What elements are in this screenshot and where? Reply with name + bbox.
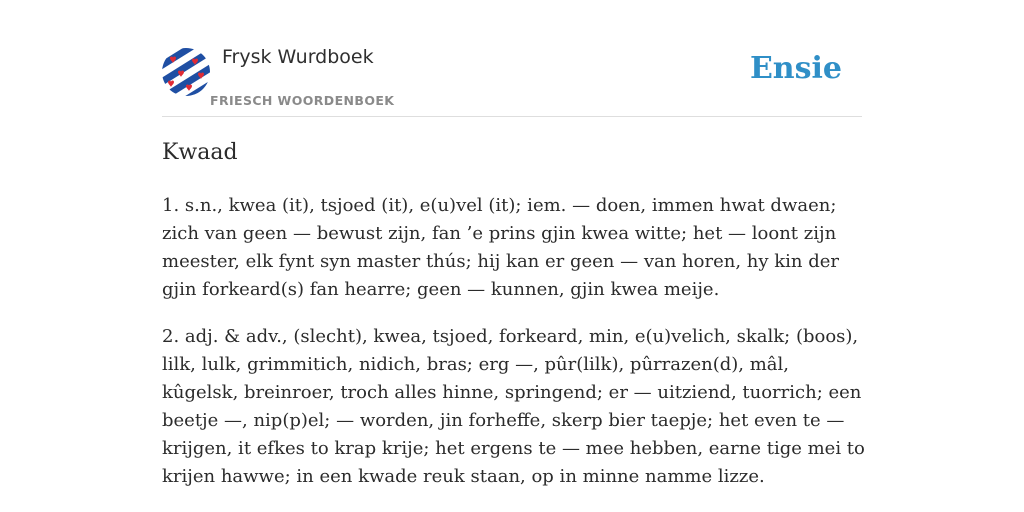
ensie-brand-logo[interactable]: Ensie [749,51,842,86]
definition-item: 2. adj. & adv., (slecht), kwea, tsjoed, forkeard, min, e(u)velich, skalk; (boos), lilk, lulk, grimmitich, nidich, bras; erg —, pûr(lilk), pûrrazen(d), mâl, kûgelsk, breinroer, troch alles hinne, springend; er — uitziend, tuorrich; een beetje —, nip(p)el; — worden, jin forheffe, skerp bier taepje; het even te — krijgen, it efkes to krap krije; het ergens te — mee hebben, earne tige mei to krijen hawwe; in een kwade reuk staan, op in minne namme lizze. [162,326,865,487]
frisian-flag-logo-icon[interactable] [162,48,210,96]
definition-item: 1. s.n., kwea (it), tsjoed (it), e(u)vel (it); iem. — doen, immen hwat dwaen; zich van geen — bewust zijn, fan ’e prins gjin kwea witte; het — loont zijn meester, elk fynt syn master thús; hij kan er geen — van horen, hy kin der gjin forkeard(s) fan hearre; geen — kunnen, gjin kwea meije. [162,195,840,300]
site-name[interactable]: Frysk Wurdboek [222,46,374,68]
definitions-list [162,192,868,510]
entry-headword: Kwaad [162,140,238,165]
site-header [162,44,862,117]
site-subtitle: FRIESCH WOORDENBOEK [210,93,395,108]
